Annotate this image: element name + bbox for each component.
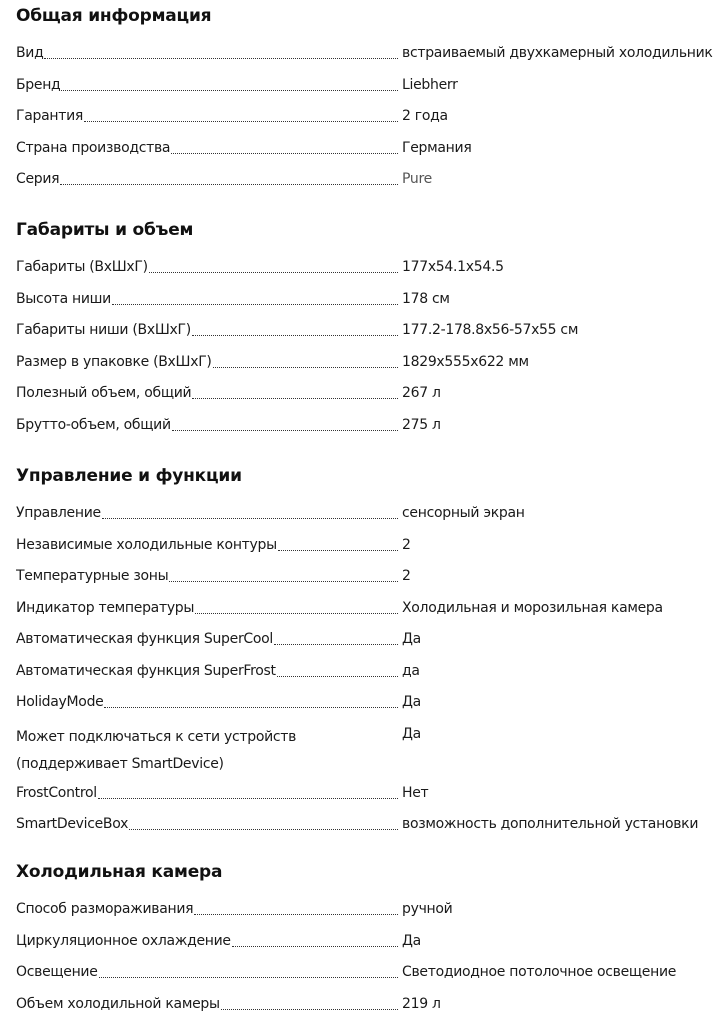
spec-row [16,598,724,618]
spec-value: 177.2-178.8x56-57x55 см [402,322,579,338]
spec-row [16,661,724,681]
dotted-leader [104,707,398,708]
spec-label: SmartDeviceBox [16,816,129,832]
spec-value: 2 [402,568,411,584]
dotted-leader [98,798,398,799]
spec-value: Да [402,725,421,742]
spec-value: 2 [402,536,411,553]
spec-label-cell [16,629,398,649]
spec-value: Да [402,694,421,710]
spec-value: сенсорный экран [402,505,525,521]
spec-label-cell [16,814,398,834]
spec-row [16,320,724,340]
spec-label: Может подключаться к сети устройств (поддерживает SmartDevice) [16,724,317,778]
spec-row [16,535,724,555]
spec-section [16,220,724,240]
spec-label-cell [16,724,398,778]
spec-label-cell [16,169,398,189]
spec-label-cell [16,994,398,1014]
spec-row [16,899,724,919]
spec-label: Гарантия [16,108,84,124]
spec-label-cell [16,566,398,586]
spec-value: ручной [402,901,453,917]
spec-label: Температурные зоны [16,568,169,584]
spec-label-cell [16,598,398,618]
spec-label-cell [16,138,398,158]
spec-label: Габариты (ВхШхГ) [16,259,148,275]
spec-label: Объем холодильной камеры [16,995,220,1012]
spec-value: Да [402,932,421,949]
dotted-leader [172,430,398,431]
spec-row [16,257,724,277]
spec-row [16,289,724,309]
spec-value: Холодильная и морозильная камера [402,599,663,616]
spec-row [16,352,724,372]
spec-value: Liebherr [402,76,458,93]
dotted-leader [99,977,398,978]
dotted-leader [232,946,398,947]
spec-row [16,931,724,951]
spec-section [16,862,724,882]
spec-label-cell [16,106,398,126]
spec-row [16,43,724,63]
spec-label-cell [16,320,398,340]
spec-row [16,783,724,803]
dotted-leader [102,518,398,519]
spec-label: HolidayMode [16,694,104,710]
spec-label-cell [16,661,398,681]
spec-label: Серия [16,171,60,187]
section-title: Общая информация [16,6,212,26]
section-title: Холодильная камера [16,862,223,882]
series-link[interactable]: Pure [402,171,432,187]
dotted-leader [195,613,398,614]
dotted-leader [192,398,398,399]
spec-label: Бренд [16,76,61,93]
spec-value: встраиваемый двухкамерный холодильник [402,45,713,61]
spec-value: 2 года [402,108,448,124]
spec-label: Размер в упаковке (ВхШхГ) [16,353,212,370]
spec-value: Да [402,631,421,647]
spec-label-cell [16,257,398,277]
spec-row [16,994,724,1014]
spec-row [16,383,724,403]
section-title: Габариты и объем [16,220,194,240]
spec-label: FrostControl [16,784,97,801]
spec-label-cell [16,415,398,435]
dotted-leader [129,829,398,830]
spec-label-cell [16,692,398,712]
spec-section [16,6,724,26]
spec-label: Полезный объем, общий [16,385,192,401]
spec-label-cell [16,899,398,919]
dotted-leader [84,121,398,122]
spec-label: Автоматическая функция SuperFrost [16,662,276,679]
spec-row [16,724,724,778]
spec-row [16,75,724,95]
spec-value: Светодиодное потолочное освещение [402,964,677,980]
dotted-leader [171,153,398,154]
spec-label-cell [16,352,398,372]
dotted-leader [60,184,398,185]
dotted-leader [221,1009,398,1010]
spec-row [16,503,724,523]
spec-label-cell [16,962,398,982]
spec-label: Вид [16,45,44,61]
dotted-leader [112,304,398,305]
spec-row [16,962,724,982]
dotted-leader [277,676,398,677]
spec-label: Управление [16,505,101,521]
spec-value: 267 л [402,385,441,401]
spec-label-cell [16,289,398,309]
spec-value: 177x54.1x54.5 [402,259,504,275]
spec-label-cell [16,43,398,63]
dotted-leader [213,367,398,368]
spec-label-cell [16,75,398,95]
spec-label: Страна производства [16,139,171,156]
dotted-leader [149,272,398,273]
spec-label: Циркуляционное охлаждение [16,932,231,949]
spec-value: 178 см [402,290,450,307]
spec-value: 219 л [402,995,441,1012]
dotted-leader [61,90,398,91]
spec-label: Независимые холодильные контуры [16,536,277,553]
spec-row [16,814,724,834]
spec-row [16,169,724,189]
spec-value: 1829x555x622 мм [402,353,529,370]
spec-value: Германия [402,139,472,156]
spec-value: 275 л [402,416,441,433]
spec-section [16,466,724,486]
spec-label-cell [16,535,398,555]
spec-label-cell [16,931,398,951]
spec-row [16,415,724,435]
spec-row [16,566,724,586]
dotted-leader [274,644,398,645]
dotted-leader [44,58,398,59]
spec-label: Индикатор температуры [16,599,195,616]
spec-label-cell [16,783,398,803]
dotted-leader [169,581,398,582]
spec-label: Автоматическая функция SuperCool [16,631,274,647]
spec-row [16,692,724,712]
spec-row [16,629,724,649]
spec-label: Способ размораживания [16,901,194,917]
dotted-leader [192,335,398,336]
spec-label: Габариты ниши (ВхШхГ) [16,322,191,338]
spec-row [16,106,724,126]
section-title: Управление и функции [16,466,242,486]
spec-label: Освещение [16,964,98,980]
spec-value: возможность дополнительной установки [402,816,699,832]
spec-label: Высота ниши [16,290,111,307]
spec-value: Нет [402,784,429,801]
dotted-leader [194,914,398,915]
spec-label-cell [16,503,398,523]
spec-value: да [402,662,420,679]
spec-row [16,138,724,158]
spec-label-cell [16,383,398,403]
dotted-leader [278,550,398,551]
spec-label: Брутто-объем, общий [16,416,171,433]
